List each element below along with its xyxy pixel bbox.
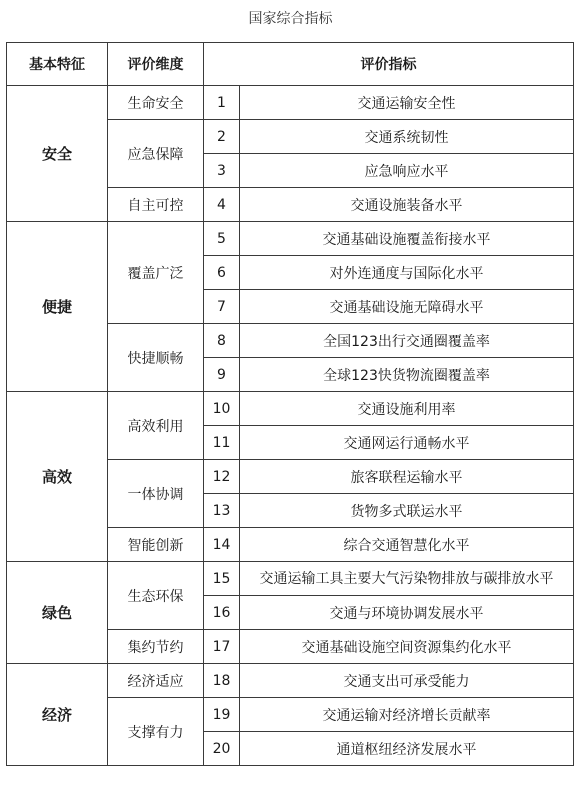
indicator-cell: 全球123快货物流圈覆盖率 (240, 358, 574, 392)
indicator-cell: 交通设施装备水平 (240, 188, 574, 222)
indicator-cell: 交通设施利用率 (240, 392, 574, 426)
table-row (7, 562, 574, 596)
page-title: 国家综合指标 (248, 11, 333, 27)
number-cell: 8 (204, 324, 240, 358)
dimension-cell: 集约节约 (108, 630, 204, 664)
dimension-cell: 一体协调 (108, 460, 204, 528)
indicator-cell: 交通网运行通畅水平 (240, 426, 574, 460)
number-cell: 15 (204, 562, 240, 596)
number-cell: 20 (204, 732, 240, 766)
number-cell: 3 (204, 154, 240, 188)
number-cell: 13 (204, 494, 240, 528)
indicator-cell: 应急响应水平 (240, 154, 574, 188)
number-cell: 6 (204, 256, 240, 290)
dimension-cell: 生态环保 (108, 562, 204, 630)
number-cell: 4 (204, 188, 240, 222)
feature-cell: 安全 (7, 86, 108, 222)
header-feature: 基本特征 (7, 43, 108, 86)
dimension-cell: 支撑有力 (108, 698, 204, 766)
header-dimension: 评价维度 (108, 43, 204, 86)
dimension-cell: 智能创新 (108, 528, 204, 562)
indicator-cell: 交通与环境协调发展水平 (240, 596, 574, 630)
dimension-cell: 覆盖广泛 (108, 222, 204, 324)
table-row (7, 392, 574, 426)
feature-cell: 便捷 (7, 222, 108, 392)
feature-cell: 绿色 (7, 562, 108, 664)
number-cell: 14 (204, 528, 240, 562)
number-cell: 5 (204, 222, 240, 256)
feature-cell: 经济 (7, 664, 108, 766)
indicator-cell: 综合交通智慧化水平 (240, 528, 574, 562)
number-cell: 12 (204, 460, 240, 494)
number-cell: 10 (204, 392, 240, 426)
number-cell: 2 (204, 120, 240, 154)
indicator-cell: 对外连通度与国际化水平 (240, 256, 574, 290)
table-row (7, 222, 574, 256)
indicator-cell: 货物多式联运水平 (240, 494, 574, 528)
dimension-cell: 自主可控 (108, 188, 204, 222)
dimension-cell: 生命安全 (108, 86, 204, 120)
indicator-cell: 交通运输对经济增长贡献率 (240, 698, 574, 732)
dimension-cell: 经济适应 (108, 664, 204, 698)
indicator-cell: 交通运输安全性 (240, 86, 574, 120)
dimension-cell: 快捷顺畅 (108, 324, 204, 392)
indicator-cell: 旅客联程运输水平 (240, 460, 574, 494)
number-cell: 16 (204, 596, 240, 630)
indicator-table (6, 42, 574, 766)
header-row (7, 43, 574, 86)
header-indicator: 评价指标 (204, 43, 574, 86)
indicator-cell: 通道枢纽经济发展水平 (240, 732, 574, 766)
indicator-cell: 全国123出行交通圈覆盖率 (240, 324, 574, 358)
number-cell: 9 (204, 358, 240, 392)
indicator-cell: 交通运输工具主要大气污染物排放与碳排放水平 (240, 562, 574, 596)
feature-cell: 高效 (7, 392, 108, 562)
dimension-cell: 应急保障 (108, 120, 204, 188)
indicator-cell: 交通基础设施空间资源集约化水平 (240, 630, 574, 664)
indicator-cell: 交通基础设施覆盖衔接水平 (240, 222, 574, 256)
indicator-cell: 交通支出可承受能力 (240, 664, 574, 698)
number-cell: 19 (204, 698, 240, 732)
table-row (7, 86, 574, 120)
indicator-cell: 交通基础设施无障碍水平 (240, 290, 574, 324)
number-cell: 1 (204, 86, 240, 120)
number-cell: 7 (204, 290, 240, 324)
number-cell: 18 (204, 664, 240, 698)
indicator-cell: 交通系统韧性 (240, 120, 574, 154)
dimension-cell: 高效利用 (108, 392, 204, 460)
number-cell: 17 (204, 630, 240, 664)
table-row (7, 664, 574, 698)
number-cell: 11 (204, 426, 240, 460)
